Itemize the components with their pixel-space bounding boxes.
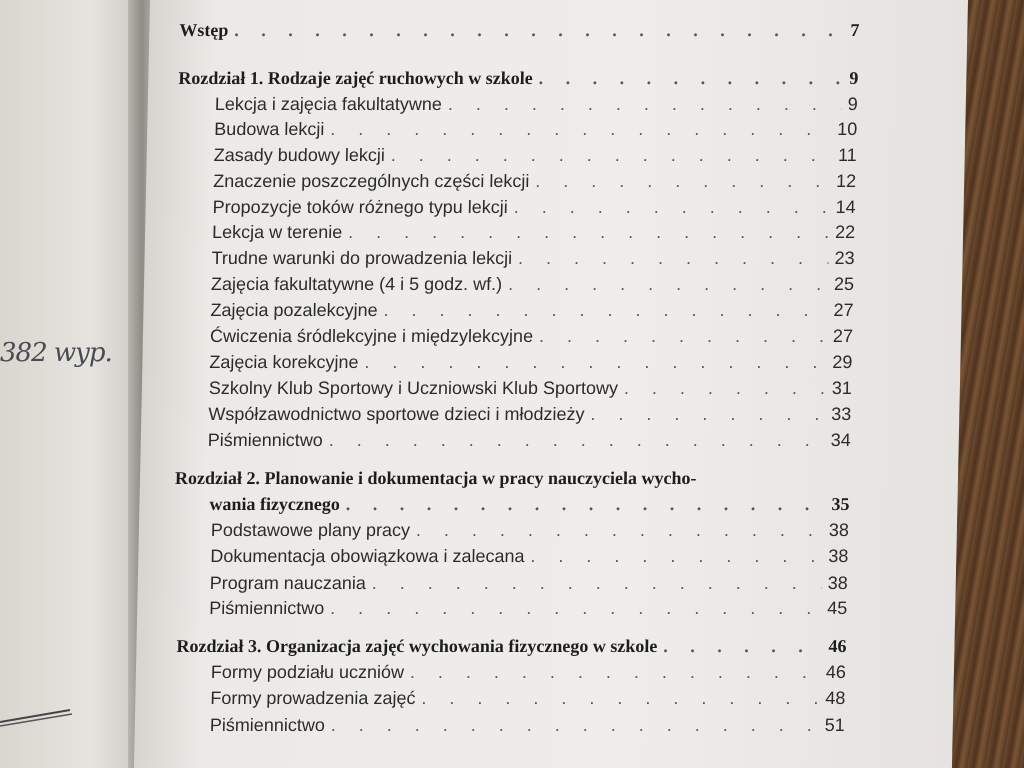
toc-page-number: 11 <box>837 145 857 165</box>
dot-leader <box>416 520 823 541</box>
toc-page-number: 7 <box>850 20 860 40</box>
toc-entry-title: Lekcja w terenie <box>211 222 343 242</box>
dot-leader <box>514 197 830 218</box>
toc-entry-title: Formy podziału uczniów <box>210 662 405 682</box>
toc-entry-title: Współzawodnictwo sportowe dzieci i młodzieży <box>208 404 585 424</box>
table-of-contents-page <box>134 0 968 768</box>
dot-leader <box>448 94 842 115</box>
toc-page-number: 46 <box>825 662 847 682</box>
toc-entry-title: Propozycje toków różnego typu lekcji <box>212 197 509 217</box>
toc-entry-title: Wstęp <box>179 20 229 40</box>
toc-entry-title: Piśmiennictwo <box>209 715 326 735</box>
dot-leader <box>348 222 829 243</box>
toc-entry <box>209 352 852 373</box>
dot-leader <box>410 662 820 683</box>
toc-entry <box>212 197 855 218</box>
toc-page-number: 38 <box>827 573 848 593</box>
dot-leader <box>421 688 819 709</box>
toc-chapter-entry <box>175 468 850 489</box>
dot-leader <box>383 300 827 321</box>
toc-page-number: 51 <box>824 715 846 735</box>
toc-entry <box>210 300 853 321</box>
toc-page-number: 23 <box>834 248 855 268</box>
toc-entry <box>208 404 851 425</box>
toc-entry-title: Dokumentacja obowiązkowa i zalecana <box>210 546 525 566</box>
toc-page-number: 33 <box>831 404 852 424</box>
toc-entry <box>210 326 853 347</box>
dot-leader <box>535 171 830 192</box>
toc-entry <box>209 598 847 619</box>
toc-page-number: 29 <box>832 352 853 372</box>
toc-entry-title: Rozdział 1. Rodzaje zajęć ruchowych w szkole <box>178 68 534 88</box>
toc-page-number: 25 <box>833 274 855 294</box>
toc-entry <box>210 715 845 736</box>
toc-entry-title: Program nauczania <box>209 573 367 593</box>
toc-page-number: 22 <box>834 222 856 242</box>
toc-entry-title: Zajęcia korekcyjne <box>209 352 359 372</box>
toc-entry <box>211 274 854 295</box>
toc-entry <box>210 573 848 594</box>
dot-leader <box>518 248 829 269</box>
dot-leader <box>330 119 831 140</box>
dot-leader <box>508 274 828 295</box>
toc-page-number: 27 <box>833 300 854 320</box>
dot-leader <box>364 352 826 373</box>
toc-chapter-entry <box>176 636 846 657</box>
toc-entry <box>211 520 849 541</box>
toc-page-number: 14 <box>835 197 856 217</box>
toc-entry <box>209 378 852 399</box>
toc-entry <box>214 119 857 140</box>
toc-chapter-entry <box>179 20 859 41</box>
dot-leader <box>663 636 823 657</box>
toc-entry <box>214 145 857 166</box>
toc-page-number: 38 <box>828 546 849 566</box>
toc-page-number: 45 <box>827 598 848 618</box>
toc-entry-title: Ćwiczenia śródlekcyjne i międzylekcyjne <box>209 326 534 346</box>
dot-leader <box>372 573 822 594</box>
toc-entry-title: Szkolny Klub Sportowy i Uczniowski Klub Sportowy <box>208 378 619 398</box>
toc-entry-title: Lekcja i zajęcia fakultatywne <box>214 94 443 114</box>
dot-leader <box>624 378 826 399</box>
pencil-stroke-marks <box>0 700 120 740</box>
toc-entry <box>208 430 851 451</box>
toc-entry-title: wania fizycznego <box>209 494 341 514</box>
toc-chapter-entry <box>178 68 858 89</box>
toc-entry-title: Zasady budowy lekcji <box>213 145 386 165</box>
toc-entry-title: Piśmiennictwo <box>207 430 324 450</box>
dot-leader <box>346 494 826 515</box>
toc-page-number: 46 <box>828 636 847 656</box>
toc-entry-title: Podstawowe plany pracy <box>210 520 411 540</box>
toc-page-number: 35 <box>831 494 850 514</box>
toc-entry <box>211 248 854 269</box>
toc-entry <box>215 94 858 115</box>
toc-entry-title: Piśmiennictwo <box>209 598 325 618</box>
toc-page-number: 12 <box>835 171 857 191</box>
toc-page-number: 34 <box>830 430 851 450</box>
toc-entry-title: Budowa lekcji <box>214 119 325 139</box>
toc-page-number: 10 <box>837 119 858 139</box>
dot-leader <box>539 326 827 347</box>
toc-entry-title: Zajęcia fakultatywne (4 i 5 godz. wf.) <box>210 274 503 294</box>
toc-list <box>134 0 968 768</box>
dot-leader <box>590 404 825 425</box>
toc-entry-title: Znaczenie poszczególnych części lekcji <box>212 171 530 191</box>
dot-leader <box>329 430 825 451</box>
toc-entry <box>213 171 856 192</box>
toc-entry <box>210 546 848 567</box>
toc-entry <box>212 222 855 243</box>
toc-page-number: 9 <box>847 94 859 114</box>
toc-entry <box>210 688 845 709</box>
toc-page-number: 27 <box>832 326 854 346</box>
toc-entry <box>211 662 846 683</box>
toc-entry-title: Formy prowadzenia zajęć <box>210 688 416 708</box>
dot-leader <box>330 598 821 619</box>
toc-page-number: 31 <box>831 378 853 398</box>
dot-leader <box>234 20 844 41</box>
dot-leader <box>530 546 822 567</box>
toc-entry-title: Trudne warunki do prowadzenia lekcji <box>211 248 513 268</box>
dot-leader <box>391 145 833 166</box>
toc-page-number: 38 <box>828 520 850 540</box>
toc-chapter-entry <box>209 494 849 515</box>
toc-page-number: 9 <box>849 68 859 88</box>
dot-leader <box>331 715 819 736</box>
toc-entry-title: Zajęcia pozalekcyjne <box>210 300 378 320</box>
toc-page-number: 48 <box>825 688 846 708</box>
toc-entry-title: Rozdział 2. Planowanie i dokumentacja w pracy nauczyciela wycho- <box>174 468 697 488</box>
toc-entry-title: Rozdział 3. Organizacja zajęć wychowania fizycznego w szkole <box>176 636 658 656</box>
dot-leader <box>539 68 844 89</box>
handwritten-margin-note: 382 wyp. <box>0 338 112 368</box>
